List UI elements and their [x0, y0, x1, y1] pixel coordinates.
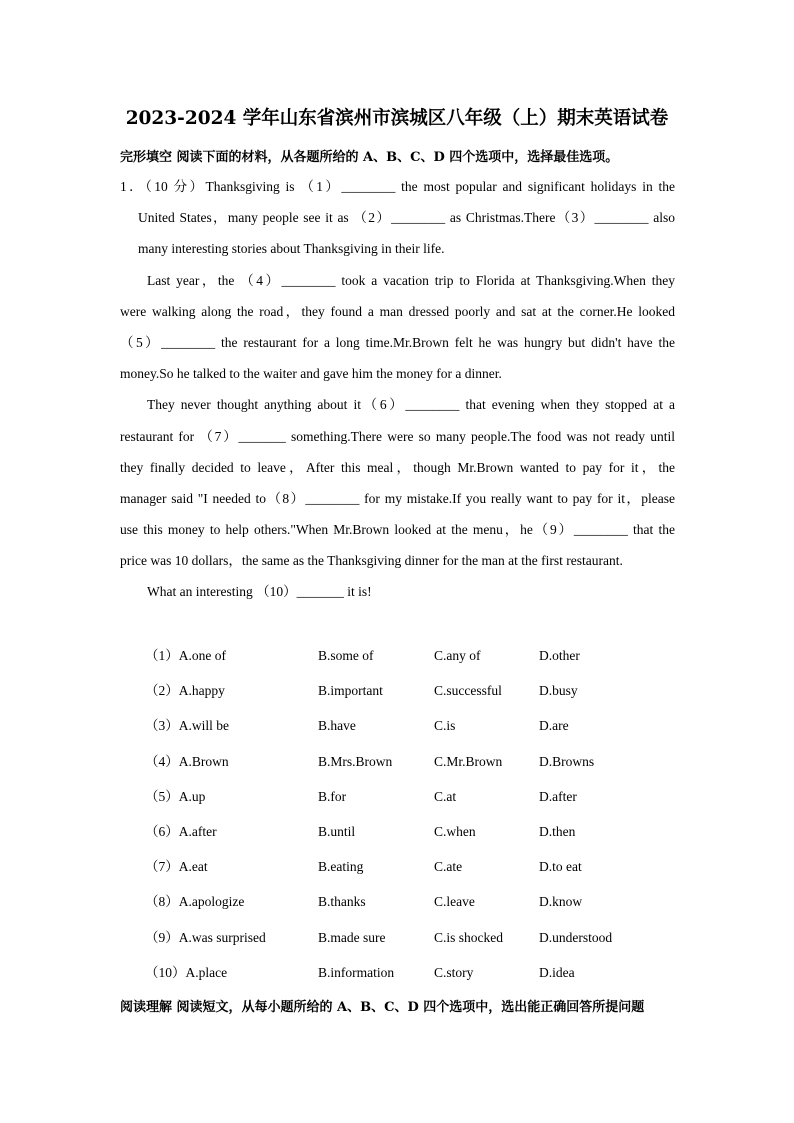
option-d: D.busy — [539, 683, 578, 699]
option-c: C.is — [434, 718, 456, 734]
option-row — [145, 814, 665, 849]
option-b: B.for — [318, 788, 347, 804]
option-row — [145, 955, 665, 990]
passage-line: many interesting stories about Thanksgiving in their life. — [138, 241, 445, 257]
option-c: C.is shocked — [434, 929, 503, 945]
option-row — [145, 673, 665, 708]
passage-line: What an interesting （10）_______ it is! — [147, 584, 372, 600]
passage-line: money.So he talked to the waiter and gave him the money for a dinner. — [120, 366, 502, 382]
passage-line: （5）________ the restaurant for a long time.Mr.Brown felt he was hungry but didn't have the — [120, 334, 675, 350]
option-b: B.information — [318, 964, 395, 980]
question-1-passage — [120, 171, 675, 608]
option-c: C.when — [434, 823, 476, 839]
passage-line: they finally decided to leave，After this meal，though Mr.Brown wanted to pay for it，the — [120, 459, 675, 475]
option-b: B.made sure — [318, 929, 386, 945]
option-row — [145, 638, 665, 673]
option-b: B.have — [318, 718, 356, 734]
option-a: （5）A.up — [145, 788, 206, 804]
section-heading-reading: 阅读理解 阅读短文，从每小题所给的 A、B、C、D 四个选项中，选出能正确回答所提问题 — [120, 1000, 645, 1015]
passage-line: were walking along the road，they found a man dressed poorly and sat at the corner.He looked — [120, 303, 675, 319]
section-heading-cloze: 完形填空 阅读下面的材料，从各题所给的 A、B、C、D 四个选项中，选择最佳选项。 — [120, 150, 619, 165]
option-c: C.successful — [434, 683, 502, 699]
option-d: D.other — [539, 648, 580, 663]
option-d: D.to eat — [539, 859, 582, 875]
option-b: B.Mrs.Brown — [318, 753, 393, 769]
option-d: D.then — [539, 823, 576, 839]
passage-line: price was 10 dollars，the same as the Thanksgiving dinner for the man at the first restaurant. — [120, 553, 623, 569]
option-b: B.eating — [318, 859, 364, 875]
option-c: C.Mr.Brown — [434, 753, 503, 769]
option-b: B.until — [318, 823, 356, 839]
option-a: （2）A.happy — [145, 683, 225, 699]
option-d: D.Browns — [539, 753, 595, 769]
option-d: D.know — [539, 894, 583, 910]
answer-options — [145, 638, 665, 990]
passage-line: 1．（10 分）Thanksgiving is （1）________ the most popular and significant holidays in the — [120, 179, 675, 194]
passage-line: United States，many people see it as （2）________ as Christmas.There（3）________ also — [138, 210, 675, 226]
option-c: C.leave — [434, 894, 475, 910]
passage-line: use this money to help others."When Mr.Brown looked at the menu，he（9）________ that the — [120, 522, 675, 538]
page-title: 2023-2024 学年山东省滨州市滨城区八年级（上）期末英语试卷 — [125, 108, 669, 129]
option-a: （9）A.was surprised — [145, 929, 266, 945]
option-row — [145, 920, 665, 955]
option-b: B.important — [318, 683, 383, 699]
option-a: （8）A.apologize — [145, 894, 245, 910]
option-d: D.idea — [539, 964, 575, 980]
passage-line: restaurant for （7）_______ something.There were so many people.The food was not ready until — [120, 428, 675, 444]
option-row — [145, 884, 665, 919]
option-c: C.ate — [434, 859, 463, 875]
passage-line: manager said "I needed to（8）________ for my mistake.If you really want to pay for it，please — [120, 490, 675, 506]
option-row — [145, 708, 665, 743]
option-a: （3）A.will be — [145, 718, 229, 734]
option-b: B.some of — [318, 648, 374, 663]
option-d: D.are — [539, 718, 569, 734]
option-a: （1）A.one of — [145, 648, 226, 663]
option-b: B.thanks — [318, 894, 366, 910]
option-a: （7）A.eat — [145, 859, 208, 875]
option-c: C.any of — [434, 648, 481, 663]
option-a: （4）A.Brown — [145, 753, 229, 769]
passage-line: They never thought anything about it（6）________ that evening when they stopped at a — [147, 397, 675, 413]
option-d: D.after — [539, 788, 577, 804]
option-a: （6）A.after — [145, 823, 217, 839]
option-row — [145, 779, 665, 814]
option-c: C.story — [434, 964, 474, 980]
option-d: D.understood — [539, 929, 613, 945]
option-a: （10）A.place — [145, 964, 228, 980]
option-row — [145, 744, 665, 779]
option-row — [145, 849, 665, 884]
passage-line: Last year，the （4）________ took a vacation trip to Florida at Thanksgiving.When they — [147, 272, 675, 288]
option-c: C.at — [434, 788, 457, 804]
